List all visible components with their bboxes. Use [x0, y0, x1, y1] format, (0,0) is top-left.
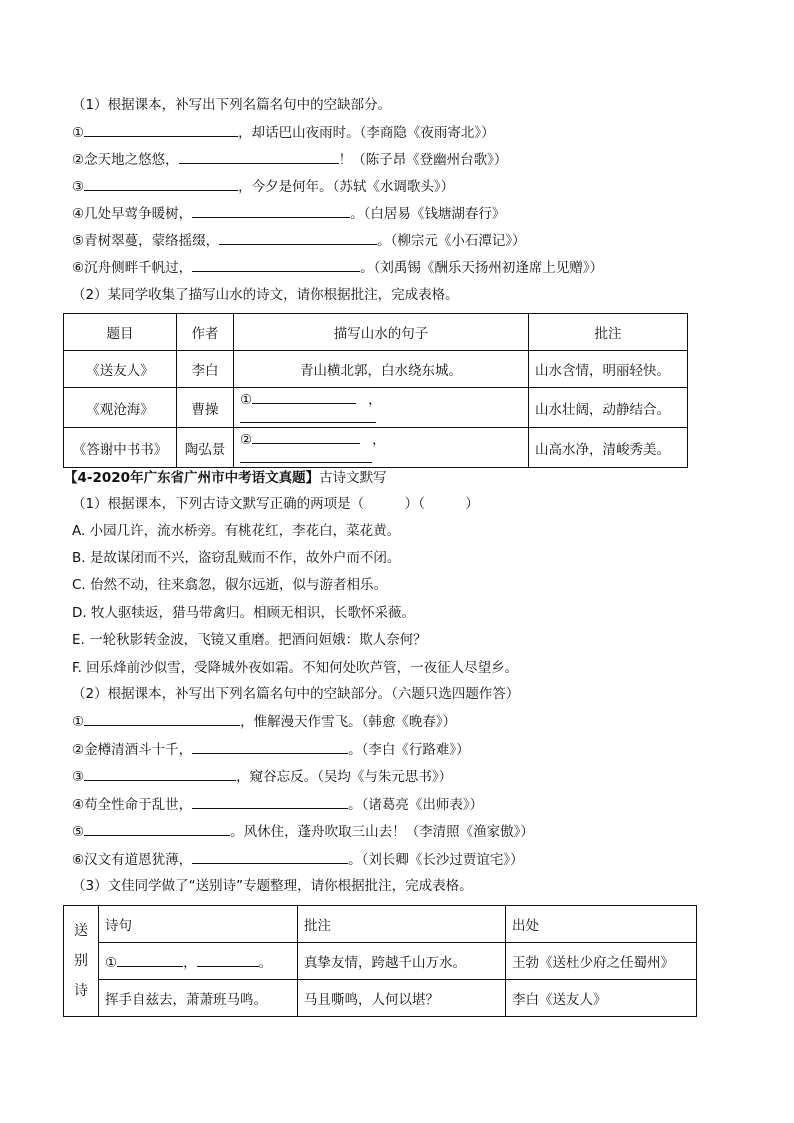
- item-suffix: ！（陈子昂《登幽州台歌》）: [338, 152, 508, 168]
- item-suffix: 。（刘禹锡《酬乐天扬州初逢席上见赠》）: [360, 260, 604, 276]
- answer-blank[interactable]: [240, 408, 376, 423]
- item-suffix: 。（白居易《钱塘湖春行》: [350, 206, 506, 222]
- item-prefix: ⑤青树翠蔓，蒙络摇缀，: [72, 233, 220, 249]
- side-label-char: 诗: [74, 983, 88, 999]
- cell-sentence: [234, 388, 529, 428]
- section-topic: 古诗文默写: [319, 470, 387, 486]
- item-prefix: ④苟全性命于乱世，: [72, 797, 193, 813]
- header-sentence: 描写山水的句子: [234, 314, 529, 351]
- cell-author: 李白: [177, 351, 234, 388]
- answer-blank[interactable]: [240, 448, 372, 463]
- cell-source: 王勃《送杜少府之任蜀州》: [506, 943, 697, 980]
- fill-item-3: [72, 176, 454, 197]
- fill-item-6: [72, 849, 524, 870]
- cell-title: 《送友人》: [64, 351, 177, 388]
- cell-note: 真挚友情，跨越千山万水。: [298, 943, 506, 980]
- cell-note: 马且嘶鸣，人何以堪？: [298, 980, 506, 1017]
- item-suffix: ，今夕是何年。（苏轼《水调歌头》）: [238, 179, 455, 195]
- option-c: C. 佁然不动，往来翕忽，俶尔远逝，似与游者相乐。: [72, 577, 388, 593]
- section-header: [64, 468, 387, 488]
- fill-item-5: [72, 230, 526, 251]
- item-prefix: ③: [72, 769, 85, 785]
- item-prefix: ②念天地之悠悠，: [72, 152, 179, 168]
- answer-blank[interactable]: [197, 952, 259, 967]
- fill-item-4: [72, 203, 505, 224]
- table-row: [64, 351, 688, 388]
- answer-blank[interactable]: [219, 230, 377, 245]
- item-prefix: ①: [72, 714, 85, 730]
- item-prefix: ①: [72, 125, 85, 141]
- side-label-char: 别: [74, 953, 88, 969]
- fill-item-1: [72, 122, 495, 143]
- cell-source: 李白《送友人》: [506, 980, 697, 1017]
- item-prefix: ②: [240, 432, 253, 448]
- option-a: A. 小园几许，流水桥旁。有桃花红，李花白，菜花黄。: [72, 523, 401, 539]
- side-label: [64, 906, 99, 1017]
- farewell-poem-table: [63, 905, 697, 1017]
- item-suffix: 。（刘长卿《长沙过贾谊宅》）: [348, 852, 524, 868]
- answer-blank[interactable]: [179, 149, 339, 164]
- option-e: E. 一轮秋影转金波，飞镜又重磨。把酒问姮娥：欺人奈何？: [72, 632, 427, 648]
- comma: ，: [372, 432, 386, 448]
- item-prefix: ①: [105, 955, 118, 971]
- answer-blank[interactable]: [84, 176, 238, 191]
- cell-verse: [99, 943, 298, 980]
- answer-blank[interactable]: [192, 794, 348, 809]
- option-b: B. 是故谋闭而不兴，盗窃乱贼而不作，故外户而不闭。: [72, 550, 401, 566]
- header-author: 作者: [177, 314, 234, 351]
- landscape-table: [63, 313, 688, 468]
- cell-note: 山水壮阔，动静结合。: [529, 388, 688, 428]
- answer-blank[interactable]: [84, 122, 238, 137]
- table-row: [64, 943, 697, 980]
- header-note: 批注: [529, 314, 688, 351]
- question-1-title: （1）根据课本，下列古诗文默写正确的两项是（ ）（ ）: [72, 496, 479, 512]
- answer-blank[interactable]: [84, 711, 240, 726]
- answer-blank[interactable]: [192, 257, 360, 272]
- table-header-row: [64, 906, 697, 943]
- answer-blank[interactable]: [84, 821, 230, 836]
- option-d: D. 牧人驱犊返，猎马带禽归。相顾无相识，长歌怀采薇。: [72, 605, 415, 621]
- answer-blank[interactable]: [192, 739, 348, 754]
- answer-blank[interactable]: [252, 429, 360, 444]
- item-suffix: ，惟解漫天作雪飞。（韩愈《晚春》）: [240, 714, 457, 730]
- cell-sentence: [234, 428, 529, 468]
- section-source: 【4-2020年广东省广州市中考语文真题】: [64, 470, 320, 486]
- cell-title: 《答谢中书书》: [64, 428, 177, 468]
- question-2-title: （2）根据课本，补写出下列名篇名句中的空缺部分。（六题只选四题作答）: [72, 686, 520, 702]
- cell-author: 陶弘景: [177, 428, 234, 468]
- answer-blank[interactable]: [117, 952, 183, 967]
- answer-blank[interactable]: [192, 203, 350, 218]
- fill-item-4: [72, 794, 483, 815]
- item-prefix: ⑥汉文有道恩犹薄，: [72, 852, 193, 868]
- fill-item-2: [72, 739, 470, 760]
- header-verse: 诗句: [99, 906, 298, 943]
- fill-item-2: [72, 149, 507, 170]
- item-prefix: ③: [72, 179, 85, 195]
- fill-item-5: [72, 821, 534, 842]
- cell-author: 曹操: [177, 388, 234, 428]
- header-note: 批注: [298, 906, 506, 943]
- question-2-title: （2）某同学收集了描写山水的诗文，请你根据批注，完成表格。: [72, 287, 459, 303]
- item-suffix: 。（柳宗元《小石潭记》）: [377, 233, 526, 249]
- table-row: [64, 428, 688, 468]
- answer-blank[interactable]: [84, 766, 236, 781]
- cell-title: 《观沧海》: [64, 388, 177, 428]
- cell-note: 山高水净，清峻秀美。: [529, 428, 688, 468]
- item-suffix: 。（李白《行路难》）: [348, 742, 470, 758]
- comma: ，: [368, 392, 382, 408]
- item-prefix: ②金樽清酒斗十千，: [72, 742, 193, 758]
- cell-sentence: 青山横北郭，白水绕东城。: [234, 351, 529, 388]
- item-suffix: 。（诸葛亮《出师表》）: [348, 797, 484, 813]
- answer-blank[interactable]: [192, 849, 348, 864]
- item-suffix: ，却话巴山夜雨时。（李商隐《夜雨寄北》）: [238, 125, 495, 141]
- item-suffix: 。风休住，蓬舟吹取三山去！（李清照《渔家傲》）: [230, 824, 534, 840]
- fill-item-6: [72, 257, 603, 278]
- header-title: 题目: [64, 314, 177, 351]
- item-prefix: ⑤: [72, 824, 85, 840]
- table-row: [64, 980, 697, 1017]
- cell-note: 山水含情，明丽轻快。: [529, 351, 688, 388]
- item-suffix: ，窥谷忘反。（吴均《与朱元思书》）: [236, 769, 453, 785]
- period: 。: [258, 955, 273, 971]
- answer-blank[interactable]: [252, 389, 356, 404]
- table-header-row: [64, 314, 688, 351]
- fill-item-3: [72, 766, 452, 787]
- header-source: 出处: [506, 906, 697, 943]
- question-3-title: （3）文佳同学做了“送别诗”专题整理，请你根据批注，完成表格。: [72, 878, 473, 894]
- item-prefix: ④几处早莺争暖树，: [72, 206, 193, 222]
- cell-verse: 挥手自兹去，萧萧班马鸣。: [99, 980, 298, 1017]
- side-label-char: 送: [74, 923, 88, 939]
- table-row: [64, 388, 688, 428]
- option-f: F. 回乐烽前沙似雪，受降城外夜如霜。不知何处吹芦管，一夜征人尽望乡。: [72, 660, 519, 676]
- comma: ，: [183, 955, 197, 971]
- item-prefix: ⑥沉舟侧畔千帆过，: [72, 260, 193, 276]
- item-prefix: ①: [240, 392, 253, 408]
- fill-item-1: [72, 711, 456, 732]
- question-1-title: （1）根据课本，补写出下列名篇名句中的空缺部分。: [72, 97, 392, 113]
